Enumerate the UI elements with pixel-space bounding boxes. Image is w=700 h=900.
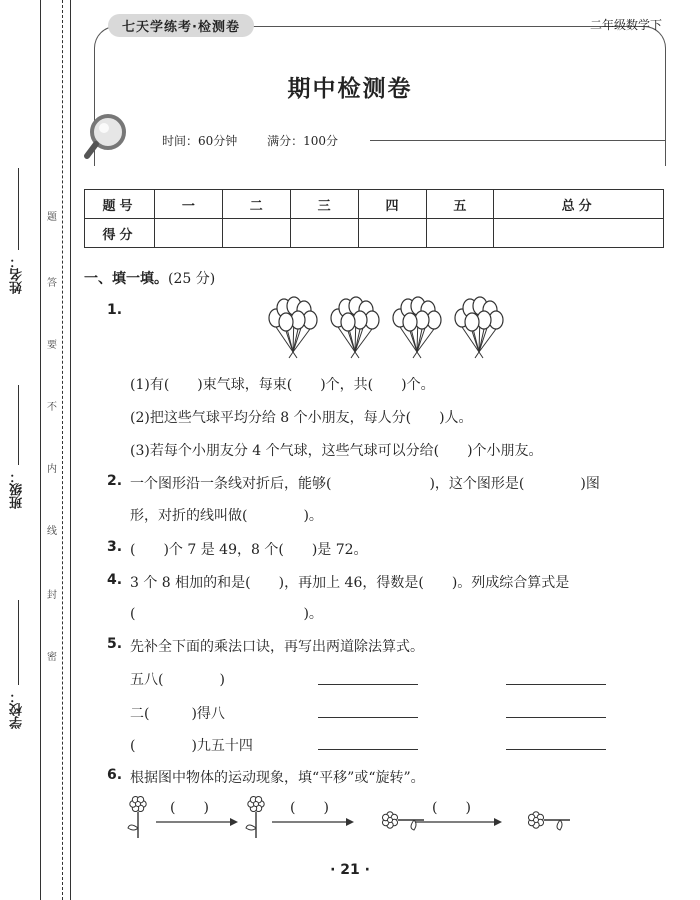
- magnifier-icon: [82, 112, 132, 162]
- seal-char: 答: [47, 278, 57, 289]
- table-cell: 得分: [85, 219, 155, 248]
- answer-line[interactable]: [506, 684, 606, 685]
- question-number: 5.: [107, 636, 123, 652]
- binding-line: [40, 0, 41, 900]
- balloon-bunch-icon: [455, 297, 503, 358]
- question-text: ( )个 7 是 49，8 个( )是 72。: [130, 542, 368, 558]
- section-title: [84, 268, 215, 288]
- seal-char: 内: [47, 464, 57, 475]
- arrowhead-icon: [230, 818, 238, 826]
- page-title: 期中检测卷: [287, 76, 413, 102]
- balloon-bunch-icon: [393, 297, 441, 358]
- section-heading: 一、填一填。: [84, 271, 168, 287]
- flower-icon: [528, 812, 570, 830]
- question-text: ( )。: [130, 606, 323, 622]
- table-cell: 五: [426, 190, 494, 219]
- grade-label: 二年级数学下: [589, 18, 662, 32]
- table-cell: 二: [222, 190, 290, 219]
- flower-icon: [382, 812, 424, 830]
- binding-margin: [0, 0, 80, 900]
- answer-blank[interactable]: ( ): [170, 800, 209, 816]
- seal-char: 密: [47, 652, 57, 663]
- name-label: 姓名：: [10, 255, 25, 294]
- multiplication-rhyme: 五八( ): [130, 672, 225, 688]
- question-text: (1)有( )束气球，每束( )个，共( )个。: [130, 377, 435, 393]
- multiplication-rhyme: 二( )得八: [130, 706, 225, 722]
- table-cell: 一: [155, 190, 223, 219]
- seal-char: 封: [47, 590, 57, 601]
- balloon-bunch-icon: [269, 297, 317, 358]
- question-text: (2)把这些气球平均分给 8 个小朋友，每人分( )人。: [130, 410, 473, 426]
- answer-line[interactable]: [318, 684, 418, 685]
- question-number: 2.: [107, 473, 123, 489]
- question-text: 一个图形沿一条线对折后，能够( )，这个图形是( )图: [130, 476, 600, 492]
- balloon-bunch-icon: [331, 297, 379, 358]
- question-number: 1.: [107, 302, 123, 318]
- table-cell: 题号: [85, 190, 155, 219]
- score-cell[interactable]: [358, 219, 426, 248]
- question-text: 3 个 8 相加的和是( )，再加上 46，得数是( )。列成综合算式是: [130, 575, 570, 591]
- name-field[interactable]: [18, 168, 19, 250]
- seal-char: 线: [47, 526, 57, 537]
- full-score: 满分：100分: [267, 134, 339, 148]
- seal-char: 要: [47, 340, 57, 351]
- arrowhead-icon: [494, 818, 502, 826]
- time-limit: 时间：60分钟: [162, 134, 238, 148]
- binding-line: [70, 0, 71, 900]
- school-field[interactable]: [18, 600, 19, 685]
- question-text: (3)若每个小朋友分 4 个气球，这些气球可以分给( )个小朋友。: [130, 443, 543, 459]
- score-cell[interactable]: [290, 219, 358, 248]
- question-number: 3.: [107, 539, 123, 555]
- answer-blank[interactable]: ( ): [432, 800, 471, 816]
- table-row: [85, 219, 664, 248]
- score-cell[interactable]: [494, 219, 664, 248]
- header-rule: [370, 140, 666, 141]
- page-number: · 21 ·: [330, 862, 370, 878]
- multiplication-rhyme: ( )九五十四: [130, 738, 253, 754]
- answer-line[interactable]: [506, 717, 606, 718]
- table-cell: 四: [358, 190, 426, 219]
- answer-line[interactable]: [318, 749, 418, 750]
- flower-icon: [246, 796, 264, 838]
- seal-char: 不: [47, 402, 57, 413]
- section-points: (25 分): [168, 271, 216, 287]
- answer-line[interactable]: [506, 749, 606, 750]
- school-label: 学校：: [10, 690, 25, 729]
- score-cell[interactable]: [155, 219, 223, 248]
- score-cell[interactable]: [222, 219, 290, 248]
- brand-badge: 七天学练考·检测卷: [108, 14, 254, 37]
- motion-illustration: [120, 792, 560, 844]
- question-text: 形，对折的线叫做( )。: [130, 508, 323, 524]
- score-table: [84, 189, 664, 248]
- arrowhead-icon: [346, 818, 354, 826]
- table-row: [85, 190, 664, 219]
- exam-meta: [162, 132, 364, 149]
- class-field[interactable]: [18, 385, 19, 465]
- table-cell: 总分: [494, 190, 664, 219]
- question-number: 4.: [107, 572, 123, 588]
- answer-line[interactable]: [318, 717, 418, 718]
- seal-char: 题: [47, 212, 57, 223]
- balloon-bunches-illustration: [260, 296, 510, 362]
- score-cell[interactable]: [426, 219, 494, 248]
- question-text: 根据图中物体的运动现象，填“平移”或“旋转”。: [130, 770, 425, 786]
- table-cell: 三: [290, 190, 358, 219]
- answer-blank[interactable]: ( ): [290, 800, 329, 816]
- cut-line: [62, 0, 63, 900]
- flower-icon: [128, 796, 146, 838]
- class-label: 班级：: [10, 470, 25, 509]
- question-text: 先补全下面的乘法口诀，再写出两道除法算式。: [130, 639, 424, 655]
- question-number: 6.: [107, 767, 123, 783]
